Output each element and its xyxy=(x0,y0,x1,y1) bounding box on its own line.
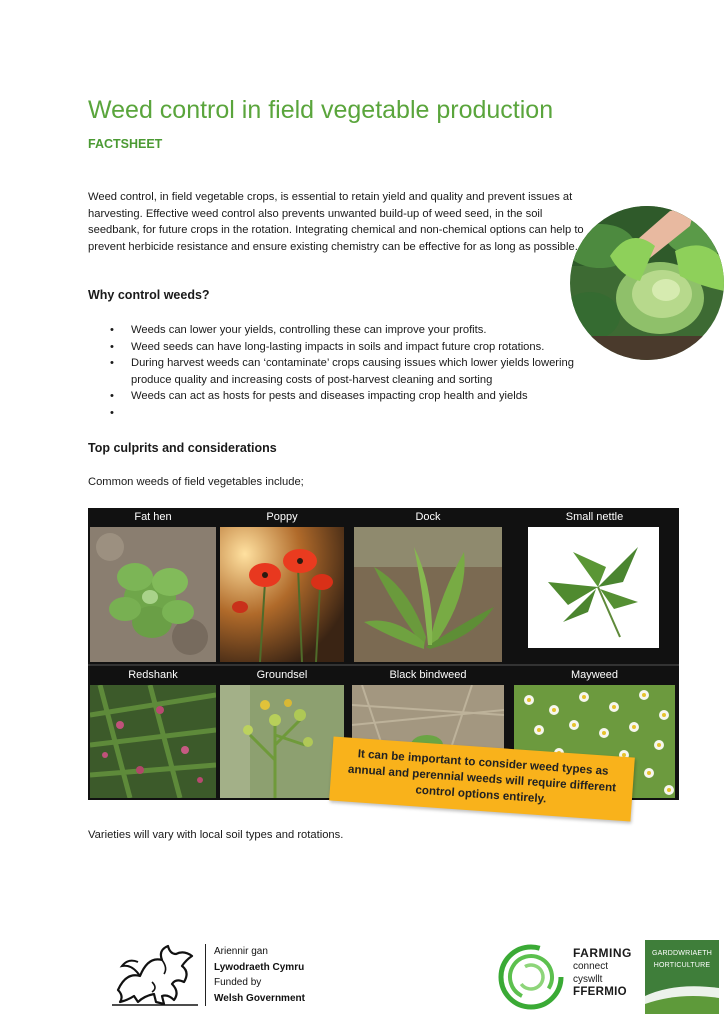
weed-card-dock xyxy=(346,508,510,664)
fc-connect: connect xyxy=(573,961,609,972)
welsh-dragon-logo xyxy=(112,942,198,1008)
common-weeds-text: Common weeds of field vegetables include; xyxy=(88,476,304,488)
weed-card-groundsel xyxy=(218,666,346,800)
dock-photo xyxy=(354,527,502,662)
weed-label: Groundsel xyxy=(256,669,308,681)
farming-connect-logo-mark xyxy=(497,943,565,1011)
fc-farming: FARMING xyxy=(573,946,632,960)
footer-divider xyxy=(205,944,206,1006)
weed-label: Mayweed xyxy=(570,669,619,681)
cabbage-photo xyxy=(570,206,724,360)
funding-statement xyxy=(214,944,305,1006)
weed-card-small-nettle xyxy=(510,508,679,664)
weed-card-fat-hen xyxy=(88,508,218,664)
page-title: Weed control in field vegetable production xyxy=(88,96,554,124)
hort-welsh: GARDDWRIAETH xyxy=(652,950,712,957)
varieties-note: Varieties will vary with local soil types and rotations. xyxy=(88,829,344,841)
weed-label: Black bindweed xyxy=(389,669,467,681)
grid-row-divider xyxy=(88,664,679,666)
weed-label: Dock xyxy=(415,511,441,523)
weed-label: Small nettle xyxy=(565,511,624,523)
redshank-photo xyxy=(90,685,216,798)
small-nettle-photo xyxy=(528,527,659,648)
reasons-list xyxy=(110,322,590,421)
list-item: • Weeds can lower your yields, controlling these can improve your profits. xyxy=(110,322,590,339)
funding-english-line: Funded by xyxy=(214,977,262,988)
why-control-heading: Why control weeds? xyxy=(88,288,210,302)
weed-label: Poppy xyxy=(266,511,298,523)
groundsel-photo xyxy=(220,685,344,798)
top-culprits-heading: Top culprits and considerations xyxy=(88,441,277,455)
poppy-photo xyxy=(220,527,344,662)
weed-card-redshank xyxy=(88,666,218,800)
list-item: • Weeds can act as hosts for pests and diseases impacting crop health and yields xyxy=(110,388,590,405)
funding-english-govt: Welsh Government xyxy=(214,992,305,1004)
list-item: • Weed seeds can have long-lasting impacts in soils and impact future crop rotations. xyxy=(110,339,590,356)
weed-card-poppy xyxy=(218,508,346,664)
farming-connect-wordmark xyxy=(573,947,632,999)
factsheet-label: FACTSHEET xyxy=(88,137,163,151)
horticulture-logo xyxy=(645,940,719,1014)
fc-ffermio: FFERMIO xyxy=(573,986,627,998)
list-item: • During harvest weeds can ‘contaminate’ crops causing issues which lower yields lowering produce quality and increasing costs of post-harvest cleaning and sorting xyxy=(110,355,590,388)
funding-welsh-line: Ariennir gan xyxy=(214,946,268,957)
intro-paragraph: Weed control, in field vegetable crops, is essential to retain yield and quality and prevent issues at harvesting. Effective weed control also prevents unwanted build-up of weed seed, in the soil seedbank, for future crops in the rotation. Integrating chemical and non-chemical options can help to prevent herbicide resistance and ensure existing chemistry can be effective for as long as possible. xyxy=(88,191,584,253)
funding-welsh-govt: Lywodraeth Cymru xyxy=(214,961,305,973)
weed-label: Fat hen xyxy=(134,511,172,523)
weed-type-callout: It can be important to consider weed types as annual and perennial weeds will require different control options entirely. xyxy=(329,737,635,822)
fat-hen-photo xyxy=(90,527,216,662)
weed-label: Redshank xyxy=(128,669,178,681)
list-item xyxy=(110,405,590,421)
hort-english: HORTICULTURE xyxy=(653,962,711,969)
fc-cyswllt: cyswllt xyxy=(573,974,603,985)
